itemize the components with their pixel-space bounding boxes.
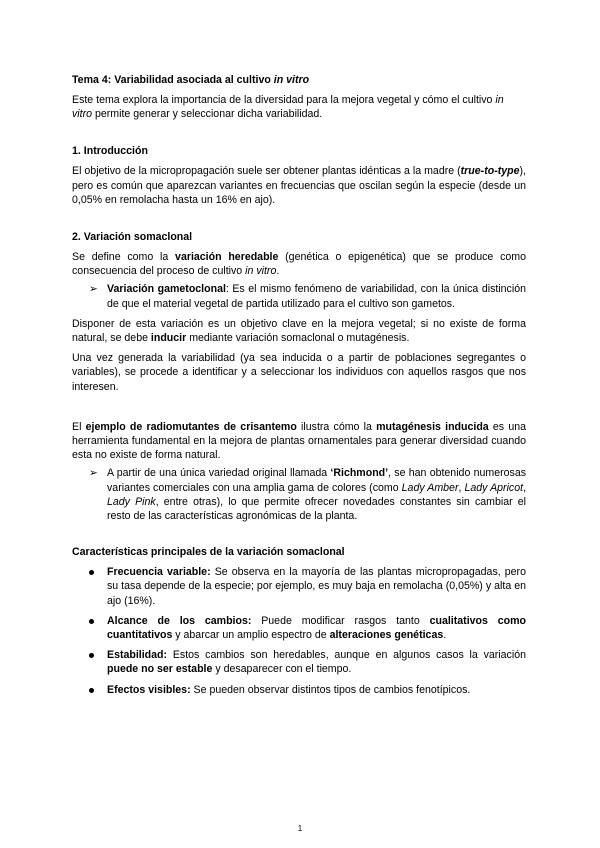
- disponer-bold: inducir: [150, 332, 187, 345]
- section2-definition: [72, 250, 526, 278]
- richmond-text-1: A partir de una única variedad original llamada: [107, 467, 331, 480]
- def-text-3: .: [276, 265, 280, 278]
- gametoclonal-text: [107, 282, 526, 310]
- def-text-1: Se define como la: [72, 251, 176, 264]
- bullet-efectos: [72, 683, 526, 697]
- sep-2: ,: [523, 481, 527, 494]
- estabilidad-bold: puede no ser estable: [107, 663, 213, 676]
- intro-paragraph: [72, 93, 526, 121]
- example-text-3: es una herramienta fundamental en la mejora de plantas ornamentales para generar diversidad cuando esta no existe de forma natural.: [72, 420, 526, 462]
- frecuencia-desc: Se observa en la mayoría de las plantas micropropagadas, pero su tasa depende de la especie; por ejemplo, es muy baja en remolacha (0,05%) y alta en ajo (16%).: [107, 566, 526, 607]
- bullet-dot-icon: [89, 653, 94, 658]
- alcance-text: [107, 614, 526, 642]
- def-bold: variación heredable: [175, 251, 279, 264]
- example-bold-2: mutagénesis inducida: [376, 420, 489, 433]
- alcance-bold-1: cualitativos como cuantitativos: [107, 614, 527, 642]
- estabilidad-label: Estabilidad:: [107, 649, 168, 662]
- bullet-dot-icon: [89, 619, 94, 624]
- variety-lady-amber: Lady Amber: [401, 481, 459, 494]
- richmond-text-2: , se han obtenido numerosas variantes comerciales con una amplia gama de colores (como: [107, 467, 527, 494]
- efectos-label: Efectos visibles:: [107, 683, 191, 696]
- disponer-paragraph: [72, 317, 526, 345]
- efectos-text: [107, 683, 526, 697]
- intro-text-2: permite generar y seleccionar dicha variabilidad.: [92, 108, 323, 121]
- gametoclonal-label: Variación gametoclonal: [107, 283, 226, 296]
- estabilidad-text-2: y desaparecer con el tiempo.: [212, 663, 352, 676]
- richmond-text-3: , entre otras), lo que permite ofrecer novedades constantes sin cambiar el resto de las características agronómicas de la planta.: [107, 495, 526, 523]
- richmond-item: [72, 466, 526, 523]
- def-text-2: (genética o epigenética) que se produce como consecuencia del proceso de cultivo: [72, 251, 526, 278]
- alcance-text-1: Puede modificar rasgos tanto: [251, 614, 430, 627]
- arrow-bullet-icon: ➢: [89, 467, 98, 480]
- disponer-text-2: mediante variación somaclonal o mutagénesis.: [186, 332, 410, 345]
- estabilidad-text: [107, 648, 526, 676]
- richmond-text: [107, 466, 526, 523]
- efectos-desc: Se pueden observar distintos tipos de cambios fenotípicos.: [190, 683, 471, 696]
- frecuencia-label: Frecuencia variable:: [107, 566, 211, 579]
- disponer-text-1: Disponer de esta variación es un objetivo clave en la mejora vegetal; si no existe de forma natural, se debe: [72, 317, 526, 345]
- bullet-estabilidad: [72, 648, 526, 676]
- bullet-dot-icon: [89, 688, 94, 693]
- variety-lady-pink: Lady Pink: [107, 495, 156, 508]
- document-title: [72, 73, 526, 87]
- alcance-label: Alcance de los cambios:: [107, 614, 252, 627]
- bullet-dot-icon: [89, 570, 94, 575]
- alcance-text-3: .: [443, 629, 447, 642]
- title-text: Tema 4: Variabilidad asociada al cultivo: [72, 74, 274, 86]
- frecuencia-text: [107, 565, 526, 608]
- alcance-bold-2: alteraciones genéticas: [329, 629, 444, 642]
- section1-text-2: ), pero es común que aparezcan variantes en frecuencias que oscilan según la especie (desde un 0,05% en remolacha hasta un 16% en ajo).: [72, 165, 526, 206]
- page-number: 1: [297, 824, 303, 833]
- document-page: [72, 70, 526, 697]
- section1-paragraph: [72, 164, 526, 207]
- characteristics-heading: Características principales de la variación somaclonal: [72, 546, 345, 559]
- example-bold-1: ejemplo de radiomutantes de crisantemo: [85, 420, 297, 433]
- intro-text-1: Este tema explora la importancia de la diversidad para la mejora vegetal y cómo el cultivo: [72, 94, 496, 106]
- estabilidad-text-1: Estos cambios son heredables, aunque en algunos casos la variación: [167, 649, 526, 662]
- example-paragraph: [72, 420, 526, 463]
- example-text-1: El: [72, 420, 86, 433]
- title-italic: in vitro: [273, 74, 310, 86]
- alcance-text-2: y abarcar un amplio espectro de: [172, 629, 330, 642]
- variety-lady-apricot: Lady Apricot: [464, 481, 524, 494]
- intro-italic: in vitro: [72, 94, 504, 121]
- arrow-bullet-icon: ➢: [89, 283, 98, 296]
- example-text-2: ilustra cómo la: [296, 420, 377, 433]
- richmond-variety: ‘Richmond’: [330, 467, 389, 480]
- gametoclonal-item: [72, 282, 526, 310]
- unavez-paragraph: Una vez generada la variabilidad (ya sea inducida o a partir de poblaciones segregantes o variables), se procede a identificar y a seleccionar los individuos con aquellos rasgos que nos interesen.: [72, 352, 526, 393]
- section2-heading: 2. Variación somaclonal: [72, 231, 193, 244]
- section1-heading: 1. Introducción: [72, 145, 148, 158]
- sep-1: ,: [458, 481, 465, 494]
- gametoclonal-desc: : Es el mismo fenómeno de variabilidad, con la única distinción de que el material vegetal de partida utilizado para el cultivo son gametos.: [107, 283, 526, 310]
- section1-true-to-type: true-to-type: [460, 165, 520, 178]
- bullet-alcance: [72, 614, 526, 642]
- bullet-frecuencia: [72, 565, 526, 608]
- def-italic: in vitro: [245, 265, 277, 278]
- section1-text-1: El objetivo de la micropropagación suele ser obtener plantas idénticas a la madre (: [72, 165, 461, 178]
